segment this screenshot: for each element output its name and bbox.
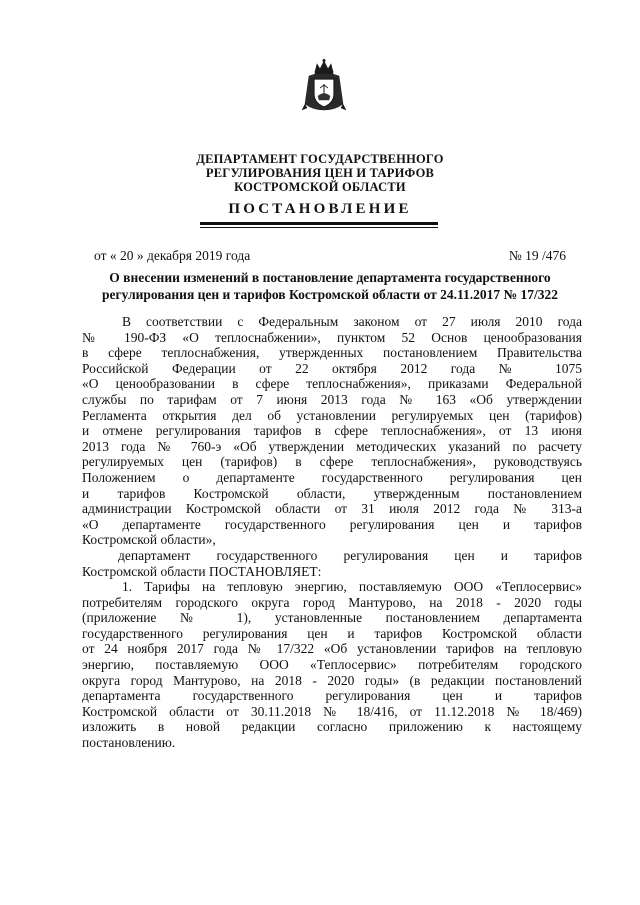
preamble-line: «О департаменте государственного регулирования цен и тарифов [82,516,582,532]
department-name-line-1: ДЕПАРТАМЕНТ ГОСУДАРСТВЕННОГО [196,152,444,166]
subject-line: О внесении изменений в постановление департамента государственного [109,270,551,285]
preamble-line: Костромской области», [82,532,216,548]
item-1-line: (приложение № 1), установленные постановлением департамента [82,610,582,626]
document-number: № 19 /476 [508,248,566,263]
item-1-line: департамента государственного регулирования цен и тарифов [82,688,582,704]
document-type-title: ПОСТАНОВЛЕНИЕ [228,201,412,217]
item-1-line: округа город Мантурово, на 2018 - 2020 годы» (в редакции постановлений [82,672,582,688]
document-body [82,314,582,751]
preamble-line: «О ценообразовании в сфере теплоснабжения», приказами Федеральной [82,376,582,392]
item-1-line: энергию, поставляемую ООО «Теплосервис» потребителям городского [82,657,582,673]
department-name-line-3: КОСТРОМСКОЙ ОБЛАСТИ [234,180,406,194]
preamble-line: Регламента открытия дел об установлении регулируемых цен (тарифов) [82,407,582,423]
resolve-line: Костромской области ПОСТАНОВЛЯЕТ: [82,563,322,579]
document-date: от « 20 » декабря 2019 года [94,248,251,263]
item-1-line: Костромской области от 30.11.2018 № 18/416, от 11.12.2018 № 18/469) [82,703,582,719]
preamble-line: № 190-ФЗ «О теплоснабжении», пунктом 52 Основ ценообразования [82,329,582,345]
item-1-line: потребителям городского округа город Мантурово, на 2018 - 2020 годы [82,594,582,610]
title-underline-thin [200,227,438,228]
preamble-line: службы по тарифам от 7 июня 2013 года № 163 «Об утверждении [82,391,582,407]
item-1-line: государственного регулирования цен и тарифов Костромской области [82,625,582,641]
preamble-line: 2013 года № 760-э «Об утверждении методических указаний по расчету [82,438,582,454]
preamble-line: и тарифов Костромской области, утвержденным постановлением [82,485,582,501]
item-1-line: 1. Тарифы на тепловую энергию, поставляемую ООО «Теплосервис» [122,579,582,595]
document-subject [74,269,586,303]
preamble-line: и отмене регулирования тарифов в сфере теплоснабжения», от 13 июня [82,423,582,439]
preamble-line: администрации Костромской области от 31 июля 2012 года № 313-а [82,501,582,517]
preamble-line: Российской Федерации от 22 октября 2012 года № 1075 [82,360,582,376]
item-1-line: изложить в новой редакции согласно приложению к настоящему [82,719,582,735]
preamble-line: В соответствии с Федеральным законом от 27 июля 2010 года [122,314,582,329]
department-name-line-2: РЕГУЛИРОВАНИЯ ЦЕН И ТАРИФОВ [205,166,435,180]
item-1-line: от 24 ноября 2017 года № 17/322 «Об установлении тарифов на тепловую [82,641,582,657]
item-1-line: постановлению. [82,735,176,751]
preamble-line: в сфере теплоснабжения, утвержденных постановлением Правительства [82,345,582,361]
preamble-line: регулируемых цен (тарифов) в сфере теплоснабжения», руководствуясь [82,454,582,470]
coat-of-arms-emblem [299,58,349,118]
title-underline-thick [200,222,438,225]
preamble-line: Положением о департаменте государственного регулирования цен [82,469,582,485]
subject-line: регулирования цен и тарифов Костромской области от 24.11.2017 № 17/322 [102,287,558,302]
resolve-line: департамент государственного регулирования цен и тарифов [118,547,582,563]
